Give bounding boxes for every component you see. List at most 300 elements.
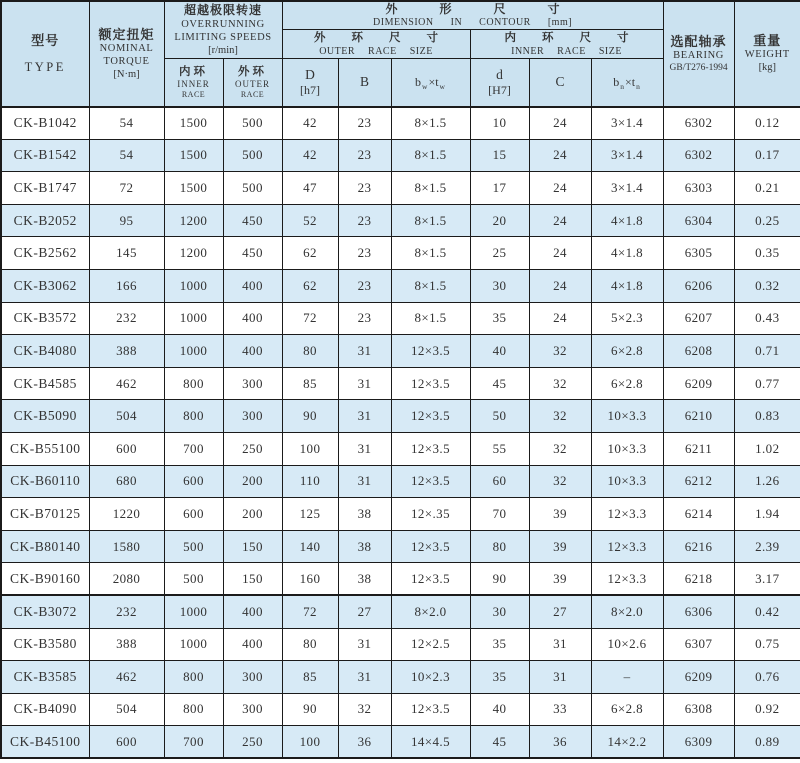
cell-type: CK-B70125	[1, 498, 89, 531]
cell-inner-d: 70	[470, 498, 529, 531]
cell-bearing: 6210	[663, 400, 734, 433]
cell-outer-d: 100	[282, 726, 338, 759]
cell-inner-c: 32	[529, 367, 591, 400]
header-bearing-zh: 选配轴承	[670, 33, 727, 49]
cell-inner-c: 39	[529, 498, 591, 531]
cell-inner-c: 24	[529, 302, 591, 335]
cell-inner-race-speed: 700	[164, 726, 223, 759]
cell-type: CK-B1747	[1, 172, 89, 205]
cell-outer-bw-tw: 12×3.5	[391, 367, 470, 400]
cell-outer-b: 31	[338, 335, 391, 368]
cell-inner-d: 60	[470, 465, 529, 498]
cell-inner-race-speed: 800	[164, 400, 223, 433]
cell-outer-d: 42	[282, 107, 338, 140]
cell-outer-b: 38	[338, 563, 391, 596]
cell-outer-b: 23	[338, 302, 391, 335]
header-type-zh: 型号	[31, 32, 60, 48]
cell-nominal-torque: 1580	[89, 530, 164, 563]
cell-outer-d: 80	[282, 628, 338, 661]
header-speed-inner-zh: 内环	[179, 65, 208, 78]
cell-weight: 0.42	[734, 595, 800, 628]
cell-outer-d: 110	[282, 465, 338, 498]
header-speed-inner-en2: RACE	[181, 89, 206, 99]
cell-outer-bw-tw: 8×2.0	[391, 595, 470, 628]
cell-inner-race-speed: 1500	[164, 139, 223, 172]
cell-outer-bw-tw: 8×1.5	[391, 237, 470, 270]
cell-inner-race-speed: 800	[164, 661, 223, 694]
cell-weight: 0.43	[734, 302, 800, 335]
cell-outer-b: 31	[338, 367, 391, 400]
cell-type: CK-B2562	[1, 237, 89, 270]
cell-outer-bw-tw: 12×3.5	[391, 432, 470, 465]
cell-bearing: 6305	[663, 237, 734, 270]
header-col-d	[470, 59, 529, 107]
cell-inner-c: 39	[529, 563, 591, 596]
header-type-en: TYPE	[24, 59, 66, 74]
cell-outer-bw-tw: 12×3.5	[391, 335, 470, 368]
table-row	[1, 563, 800, 596]
table-row	[1, 693, 800, 726]
cell-inner-race-speed: 1000	[164, 595, 223, 628]
cell-outer-d: 42	[282, 139, 338, 172]
cell-outer-bw-tw: 12×2.5	[391, 628, 470, 661]
cell-inner-c: 39	[529, 530, 591, 563]
cell-outer-b: 23	[338, 107, 391, 140]
cell-nominal-torque: 166	[89, 269, 164, 302]
header-speed-outer-zh: 外环	[238, 65, 267, 78]
cell-inner-c: 24	[529, 237, 591, 270]
cell-inner-bn-tn: 10×3.3	[591, 400, 663, 433]
cell-inner-bn-tn: 3×1.4	[591, 107, 663, 140]
cell-outer-b: 31	[338, 400, 391, 433]
cell-inner-c: 31	[529, 661, 591, 694]
cell-inner-d: 25	[470, 237, 529, 270]
cell-outer-race-speed: 500	[223, 139, 282, 172]
cell-outer-race-speed: 400	[223, 302, 282, 335]
cell-weight: 0.83	[734, 400, 800, 433]
cell-inner-d: 55	[470, 432, 529, 465]
header-inner-size-zh: 内环尺寸	[504, 31, 655, 44]
cell-outer-d: 140	[282, 530, 338, 563]
cell-outer-b: 31	[338, 465, 391, 498]
cell-inner-d: 35	[470, 302, 529, 335]
cell-inner-c: 24	[529, 139, 591, 172]
cell-outer-b: 23	[338, 172, 391, 205]
cell-nominal-torque: 388	[89, 335, 164, 368]
cell-bearing: 6302	[663, 107, 734, 140]
header-col-D	[282, 59, 338, 107]
cell-inner-c: 32	[529, 400, 591, 433]
header-col-D-symbol: D	[305, 66, 315, 82]
header-speeds-en1: OVERRUNNING	[181, 19, 265, 30]
cell-outer-race-speed: 300	[223, 400, 282, 433]
cell-inner-race-speed: 600	[164, 498, 223, 531]
cell-weight: 0.21	[734, 172, 800, 205]
table-row	[1, 726, 800, 759]
header-speed-outer-en2: RACE	[240, 89, 265, 99]
header-col-C-symbol: C	[555, 74, 565, 90]
cell-outer-bw-tw: 12×.35	[391, 498, 470, 531]
cell-inner-c: 31	[529, 628, 591, 661]
cell-outer-b: 31	[338, 661, 391, 694]
cell-weight: 1.94	[734, 498, 800, 531]
cell-inner-bn-tn: –	[591, 661, 663, 694]
cell-outer-d: 62	[282, 237, 338, 270]
cell-inner-d: 30	[470, 595, 529, 628]
header-col-D-tolerance: [h7]	[300, 82, 320, 97]
cell-inner-bn-tn: 14×2.2	[591, 726, 663, 759]
cell-type: CK-B80140	[1, 530, 89, 563]
cell-outer-bw-tw: 12×3.5	[391, 530, 470, 563]
cell-inner-race-speed: 500	[164, 563, 223, 596]
header-bearing-standard: GB/T276-1994	[669, 62, 728, 73]
table-header	[1, 1, 800, 107]
cell-inner-d: 20	[470, 204, 529, 237]
cell-inner-d: 50	[470, 400, 529, 433]
header-inner-race-size	[470, 30, 663, 59]
table-row	[1, 107, 800, 140]
cell-bearing: 6208	[663, 335, 734, 368]
cell-outer-race-speed: 300	[223, 367, 282, 400]
cell-inner-d: 90	[470, 563, 529, 596]
cell-nominal-torque: 232	[89, 302, 164, 335]
cell-inner-bn-tn: 3×1.4	[591, 139, 663, 172]
cell-nominal-torque: 680	[89, 465, 164, 498]
cell-outer-race-speed: 250	[223, 726, 282, 759]
cell-inner-d: 35	[470, 628, 529, 661]
cell-inner-bn-tn: 6×2.8	[591, 693, 663, 726]
table-row	[1, 172, 800, 205]
cell-type: CK-B45100	[1, 726, 89, 759]
header-col-B	[338, 59, 391, 107]
table-row	[1, 530, 800, 563]
cell-outer-b: 38	[338, 530, 391, 563]
header-col-d-tolerance: [H7]	[488, 82, 511, 97]
header-weight-unit: [kg]	[758, 62, 777, 74]
cell-outer-b: 31	[338, 628, 391, 661]
cell-weight: 0.89	[734, 726, 800, 759]
header-dimension	[282, 1, 663, 30]
header-speed-inner-en1: INNER	[177, 78, 210, 89]
cell-inner-bn-tn: 3×1.4	[591, 172, 663, 205]
cell-outer-b: 38	[338, 498, 391, 531]
cell-outer-b: 27	[338, 595, 391, 628]
cell-inner-race-speed: 1500	[164, 107, 223, 140]
header-col-bn-tn	[591, 59, 663, 107]
cell-outer-d: 100	[282, 432, 338, 465]
cell-weight: 0.92	[734, 693, 800, 726]
cell-nominal-torque: 72	[89, 172, 164, 205]
header-outer-race-size	[282, 30, 470, 59]
header-weight-en: WEIGHT	[744, 49, 790, 61]
cell-outer-race-speed: 500	[223, 172, 282, 205]
cell-outer-bw-tw: 12×3.5	[391, 693, 470, 726]
cell-inner-race-speed: 1200	[164, 237, 223, 270]
cell-outer-bw-tw: 8×1.5	[391, 269, 470, 302]
cell-outer-bw-tw: 8×1.5	[391, 172, 470, 205]
cell-nominal-torque: 95	[89, 204, 164, 237]
cell-bearing: 6216	[663, 530, 734, 563]
header-col-C	[529, 59, 591, 107]
cell-inner-c: 32	[529, 335, 591, 368]
cell-inner-d: 35	[470, 661, 529, 694]
cell-type: CK-B1542	[1, 139, 89, 172]
cell-inner-bn-tn: 4×1.8	[591, 204, 663, 237]
header-weight-zh: 重量	[753, 33, 782, 49]
cell-inner-race-speed: 1000	[164, 302, 223, 335]
cell-weight: 3.17	[734, 563, 800, 596]
cell-inner-c: 24	[529, 204, 591, 237]
table-row	[1, 335, 800, 368]
cell-outer-d: 72	[282, 595, 338, 628]
cell-weight: 0.32	[734, 269, 800, 302]
cell-bearing: 6307	[663, 628, 734, 661]
cell-inner-c: 24	[529, 107, 591, 140]
cell-nominal-torque: 145	[89, 237, 164, 270]
cell-outer-b: 23	[338, 204, 391, 237]
cell-nominal-torque: 54	[89, 139, 164, 172]
cell-weight: 0.75	[734, 628, 800, 661]
table-row	[1, 269, 800, 302]
cell-bearing: 6303	[663, 172, 734, 205]
cell-inner-bn-tn: 5×2.3	[591, 302, 663, 335]
cell-inner-c: 27	[529, 595, 591, 628]
header-torque-en2: TORQUE	[103, 55, 150, 67]
cell-inner-bn-tn: 10×3.3	[591, 432, 663, 465]
cell-outer-race-speed: 400	[223, 269, 282, 302]
cell-nominal-torque: 600	[89, 432, 164, 465]
cell-type: CK-B3580	[1, 628, 89, 661]
cell-outer-race-speed: 200	[223, 498, 282, 531]
cell-weight: 1.02	[734, 432, 800, 465]
cell-bearing: 6209	[663, 367, 734, 400]
header-weight	[734, 1, 800, 107]
cell-type: CK-B3072	[1, 595, 89, 628]
header-torque-zh: 额定扭矩	[98, 26, 155, 42]
cell-outer-race-speed: 150	[223, 563, 282, 596]
header-speeds-en2: LIMITING SPEEDS	[174, 32, 272, 43]
cell-type: CK-B5090	[1, 400, 89, 433]
cell-nominal-torque: 600	[89, 726, 164, 759]
cell-inner-race-speed: 700	[164, 432, 223, 465]
header-speed-inner-race	[164, 59, 223, 107]
header-col-B-symbol: B	[359, 74, 369, 90]
cell-inner-d: 30	[470, 269, 529, 302]
table-row	[1, 302, 800, 335]
cell-weight: 0.71	[734, 335, 800, 368]
table-row	[1, 204, 800, 237]
cell-inner-c: 36	[529, 726, 591, 759]
cell-type: CK-B90160	[1, 563, 89, 596]
cell-bearing: 6214	[663, 498, 734, 531]
cell-type: CK-B55100	[1, 432, 89, 465]
header-outer-size-zh: 外环尺寸	[314, 31, 464, 44]
cell-nominal-torque: 388	[89, 628, 164, 661]
header-bearing-en: BEARING	[673, 49, 724, 61]
cell-bearing: 6211	[663, 432, 734, 465]
cell-outer-race-speed: 250	[223, 432, 282, 465]
header-type	[1, 1, 89, 107]
cell-bearing: 6304	[663, 204, 734, 237]
cell-weight: 0.17	[734, 139, 800, 172]
cell-outer-race-speed: 400	[223, 335, 282, 368]
table-row	[1, 237, 800, 270]
cell-inner-bn-tn: 10×2.6	[591, 628, 663, 661]
cell-outer-race-speed: 400	[223, 628, 282, 661]
bn-tn-formula: $b_n\times t_n$	[613, 75, 640, 92]
header-dimension-en: DIMENSION IN CONTOUR [mm]	[373, 17, 573, 28]
header-torque-en1: NOMINAL	[99, 42, 154, 54]
cell-inner-race-speed: 800	[164, 693, 223, 726]
cell-outer-race-speed: 200	[223, 465, 282, 498]
cell-inner-race-speed: 1500	[164, 172, 223, 205]
header-bearing	[663, 1, 734, 107]
header-torque-unit: [N·m]	[113, 68, 140, 80]
cell-inner-d: 40	[470, 335, 529, 368]
cell-weight: 0.76	[734, 661, 800, 694]
header-col-d-symbol: d	[496, 66, 503, 82]
cell-type: CK-B60110	[1, 465, 89, 498]
cell-inner-race-speed: 500	[164, 530, 223, 563]
cell-nominal-torque: 1220	[89, 498, 164, 531]
cell-nominal-torque: 504	[89, 693, 164, 726]
cell-type: CK-B3062	[1, 269, 89, 302]
cell-type: CK-B2052	[1, 204, 89, 237]
cell-nominal-torque: 2080	[89, 563, 164, 596]
table-row	[1, 465, 800, 498]
cell-inner-bn-tn: 10×3.3	[591, 465, 663, 498]
cell-inner-c: 24	[529, 172, 591, 205]
cell-nominal-torque: 504	[89, 400, 164, 433]
cell-outer-bw-tw: 8×1.5	[391, 107, 470, 140]
cell-outer-bw-tw: 12×3.5	[391, 465, 470, 498]
cell-bearing: 6306	[663, 595, 734, 628]
table-body	[1, 107, 800, 759]
header-speed-outer-race	[223, 59, 282, 107]
cell-inner-d: 15	[470, 139, 529, 172]
cell-inner-c: 32	[529, 432, 591, 465]
cell-outer-d: 85	[282, 367, 338, 400]
cell-weight: 0.12	[734, 107, 800, 140]
cell-outer-b: 23	[338, 237, 391, 270]
cell-inner-bn-tn: 8×2.0	[591, 595, 663, 628]
cell-outer-race-speed: 300	[223, 693, 282, 726]
cell-type: CK-B3585	[1, 661, 89, 694]
header-inner-size-en: INNER RACE SIZE	[511, 45, 622, 57]
header-speeds-zh: 超越极限转速	[183, 3, 262, 17]
cell-type: CK-B4585	[1, 367, 89, 400]
cell-inner-bn-tn: 4×1.8	[591, 269, 663, 302]
cell-outer-d: 160	[282, 563, 338, 596]
header-dimension-zh: 外形尺寸	[385, 2, 602, 16]
cell-weight: 1.26	[734, 465, 800, 498]
cell-nominal-torque: 232	[89, 595, 164, 628]
cell-outer-race-speed: 450	[223, 237, 282, 270]
header-col-bw-tw	[391, 59, 470, 107]
cell-outer-race-speed: 150	[223, 530, 282, 563]
cell-inner-d: 10	[470, 107, 529, 140]
cell-inner-bn-tn: 12×3.3	[591, 530, 663, 563]
cell-inner-c: 24	[529, 269, 591, 302]
table-row	[1, 432, 800, 465]
cell-outer-bw-tw: 12×3.5	[391, 563, 470, 596]
cell-outer-race-speed: 450	[223, 204, 282, 237]
cell-outer-d: 90	[282, 693, 338, 726]
header-nominal-torque	[89, 1, 164, 107]
cell-bearing: 6309	[663, 726, 734, 759]
cell-bearing: 6218	[663, 563, 734, 596]
cell-outer-d: 62	[282, 269, 338, 302]
cell-inner-race-speed: 1000	[164, 628, 223, 661]
header-overrunning-speeds	[164, 1, 282, 59]
cell-outer-bw-tw: 12×3.5	[391, 400, 470, 433]
cell-bearing: 6209	[663, 661, 734, 694]
table-row	[1, 367, 800, 400]
cell-inner-d: 17	[470, 172, 529, 205]
header-outer-size-en: OUTER RACE SIZE	[319, 45, 433, 57]
cell-outer-bw-tw: 10×2.3	[391, 661, 470, 694]
cell-inner-bn-tn: 6×2.8	[591, 335, 663, 368]
cell-nominal-torque: 462	[89, 661, 164, 694]
cell-inner-race-speed: 1000	[164, 335, 223, 368]
cell-type: CK-B3572	[1, 302, 89, 335]
cell-outer-d: 80	[282, 335, 338, 368]
table-row	[1, 595, 800, 628]
cell-outer-b: 23	[338, 139, 391, 172]
cell-weight: 0.77	[734, 367, 800, 400]
cell-outer-race-speed: 400	[223, 595, 282, 628]
cell-weight: 0.35	[734, 237, 800, 270]
cell-weight: 2.39	[734, 530, 800, 563]
cell-inner-race-speed: 1000	[164, 269, 223, 302]
cell-outer-bw-tw: 8×1.5	[391, 139, 470, 172]
cell-inner-bn-tn: 6×2.8	[591, 367, 663, 400]
cell-nominal-torque: 54	[89, 107, 164, 140]
header-speeds-unit: [r/min]	[208, 45, 238, 56]
cell-inner-d: 80	[470, 530, 529, 563]
cell-outer-d: 52	[282, 204, 338, 237]
cell-outer-b: 23	[338, 269, 391, 302]
table-row	[1, 139, 800, 172]
table-row	[1, 498, 800, 531]
cell-bearing: 6302	[663, 139, 734, 172]
cell-inner-bn-tn: 4×1.8	[591, 237, 663, 270]
cell-outer-b: 31	[338, 432, 391, 465]
cell-outer-d: 47	[282, 172, 338, 205]
cell-type: CK-B4090	[1, 693, 89, 726]
cell-outer-bw-tw: 14×4.5	[391, 726, 470, 759]
cell-bearing: 6206	[663, 269, 734, 302]
cell-outer-bw-tw: 8×1.5	[391, 204, 470, 237]
cell-outer-race-speed: 500	[223, 107, 282, 140]
cell-inner-c: 32	[529, 465, 591, 498]
cell-outer-d: 85	[282, 661, 338, 694]
cell-type: CK-B4080	[1, 335, 89, 368]
cell-inner-race-speed: 1200	[164, 204, 223, 237]
cell-inner-c: 33	[529, 693, 591, 726]
cell-inner-race-speed: 800	[164, 367, 223, 400]
cell-outer-b: 36	[338, 726, 391, 759]
cell-inner-race-speed: 600	[164, 465, 223, 498]
cell-bearing: 6212	[663, 465, 734, 498]
cell-type: CK-B1042	[1, 107, 89, 140]
cell-inner-d: 40	[470, 693, 529, 726]
cell-inner-d: 45	[470, 367, 529, 400]
cell-bearing: 6308	[663, 693, 734, 726]
cell-bearing: 6207	[663, 302, 734, 335]
cell-outer-d: 72	[282, 302, 338, 335]
table-row	[1, 628, 800, 661]
